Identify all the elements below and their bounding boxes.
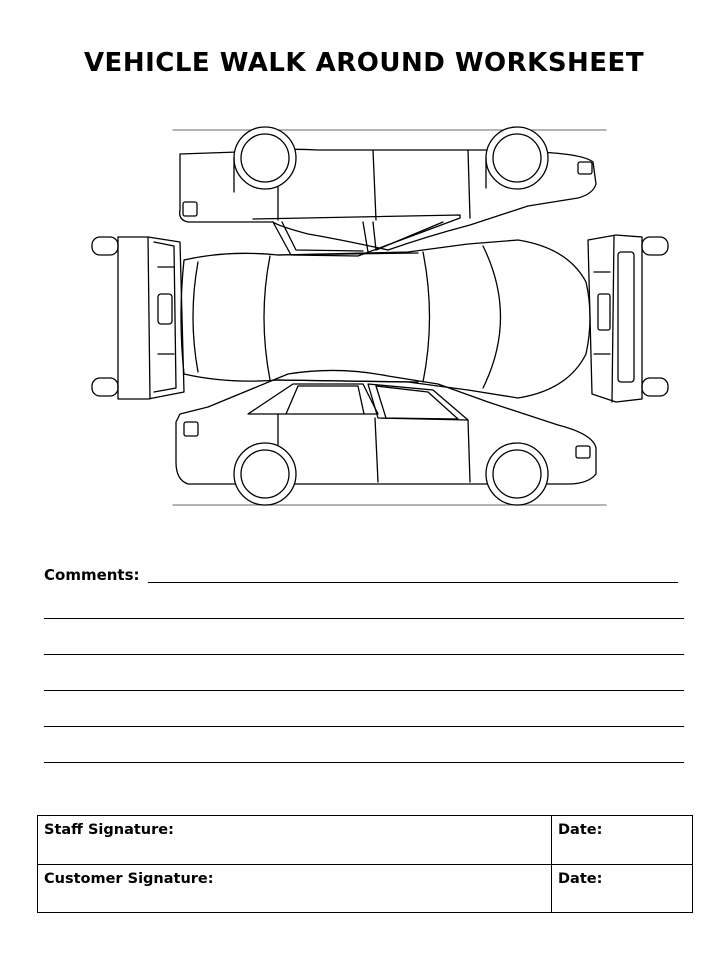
comment-line-6[interactable] — [44, 762, 684, 763]
comment-line-5[interactable] — [44, 726, 684, 727]
front-view — [92, 237, 184, 399]
roof-view — [181, 240, 590, 398]
signature-table — [37, 815, 693, 913]
staff-date-field[interactable] — [552, 816, 693, 865]
page-title: VEHICLE WALK AROUND WORKSHEET — [83, 48, 645, 78]
comments-label: Comments: — [44, 566, 140, 584]
comment-line-4[interactable] — [44, 690, 684, 691]
top-side-view — [180, 127, 596, 256]
staff-signature-row — [38, 816, 693, 865]
customer-signature-field[interactable] — [38, 864, 552, 913]
bottom-side-view — [176, 370, 596, 505]
customer-date-label: Date: — [558, 870, 603, 887]
staff-signature-field[interactable] — [38, 816, 552, 865]
customer-signature-row — [38, 864, 693, 913]
comment-line-1[interactable] — [148, 582, 678, 583]
comment-line-2[interactable] — [44, 618, 684, 619]
customer-signature-label: Customer Signature: — [44, 870, 214, 887]
customer-date-field[interactable] — [552, 864, 693, 913]
staff-signature-label: Staff Signature: — [44, 822, 174, 838]
rear-view — [588, 235, 668, 402]
vehicle-diagram — [88, 122, 678, 514]
comment-line-3[interactable] — [44, 654, 684, 655]
staff-date-label: Date: — [558, 822, 603, 838]
